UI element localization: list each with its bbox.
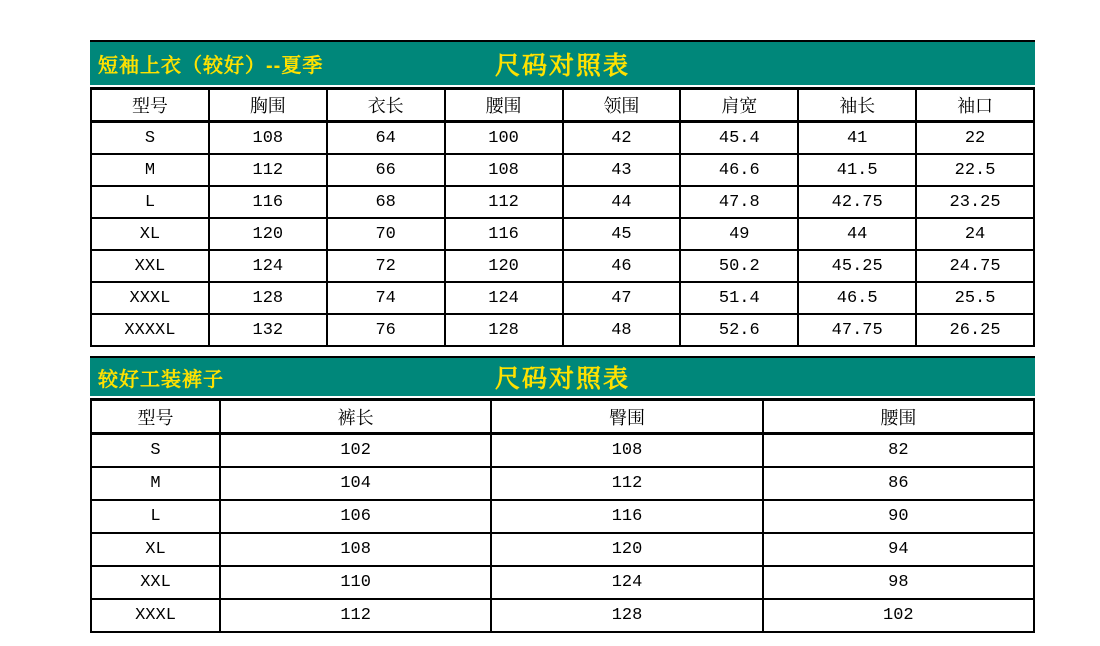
table-cell: 108 — [445, 154, 563, 186]
table-cell: 100 — [445, 122, 563, 155]
table-cell: 22.5 — [916, 154, 1034, 186]
column-header: 臀围 — [491, 400, 762, 434]
table-cell: 128 — [491, 599, 762, 632]
table-cell: 112 — [491, 467, 762, 500]
pants-size-table — [90, 398, 1035, 633]
table-cell: 74 — [327, 282, 445, 314]
column-header: 胸围 — [209, 89, 327, 122]
table-cell: 44 — [563, 186, 681, 218]
table-cell: 120 — [209, 218, 327, 250]
table-cell: 42.75 — [798, 186, 916, 218]
table-cell: 66 — [327, 154, 445, 186]
table-cell: XXXL — [91, 599, 220, 632]
column-header: 型号 — [91, 89, 209, 122]
pants-chart-title-bar — [90, 356, 1035, 396]
column-header: 型号 — [91, 400, 220, 434]
table-cell: L — [91, 186, 209, 218]
table-cell: 47 — [563, 282, 681, 314]
table-row — [91, 250, 1034, 282]
table-cell: 46.5 — [798, 282, 916, 314]
table-cell: 112 — [445, 186, 563, 218]
table-cell: 106 — [220, 500, 491, 533]
table-cell: M — [91, 154, 209, 186]
table-cell: L — [91, 500, 220, 533]
table-cell: 41.5 — [798, 154, 916, 186]
table-cell: 24 — [916, 218, 1034, 250]
table-cell: 128 — [445, 314, 563, 346]
table-cell: 50.2 — [680, 250, 798, 282]
table-cell: 120 — [445, 250, 563, 282]
table-cell: 70 — [327, 218, 445, 250]
table-cell: XXXXL — [91, 314, 209, 346]
table-cell: 124 — [491, 566, 762, 599]
table-cell: 52.6 — [680, 314, 798, 346]
column-header: 裤长 — [220, 400, 491, 434]
table-cell: 104 — [220, 467, 491, 500]
table-cell: 45.4 — [680, 122, 798, 155]
table-cell: 86 — [763, 467, 1034, 500]
table-cell: XXL — [91, 566, 220, 599]
table-cell: 116 — [445, 218, 563, 250]
table-cell: 124 — [209, 250, 327, 282]
column-header: 肩宽 — [680, 89, 798, 122]
table-cell: 68 — [327, 186, 445, 218]
table-cell: 110 — [220, 566, 491, 599]
table-cell: 64 — [327, 122, 445, 155]
table-row — [91, 533, 1034, 566]
table-cell: 108 — [220, 533, 491, 566]
table-cell: 24.75 — [916, 250, 1034, 282]
table-row — [91, 434, 1034, 468]
table-cell: 26.25 — [916, 314, 1034, 346]
column-header: 腰围 — [445, 89, 563, 122]
table-cell: 41 — [798, 122, 916, 155]
table-cell: S — [91, 434, 220, 468]
table-cell: 108 — [209, 122, 327, 155]
table-cell: 98 — [763, 566, 1034, 599]
table-row — [91, 500, 1034, 533]
table-cell: 45.25 — [798, 250, 916, 282]
shirt-size-chart-section — [90, 40, 1035, 347]
table-cell: 72 — [327, 250, 445, 282]
table-cell: XXL — [91, 250, 209, 282]
table-cell: 23.25 — [916, 186, 1034, 218]
table-cell: 43 — [563, 154, 681, 186]
shirt-chart-subtitle: 尺码对照表 — [494, 51, 630, 80]
table-cell: 42 — [563, 122, 681, 155]
table-cell: 46 — [563, 250, 681, 282]
column-header: 袖口 — [916, 89, 1034, 122]
column-header: 领围 — [563, 89, 681, 122]
table-cell: XL — [91, 218, 209, 250]
shirt-size-table — [90, 87, 1035, 347]
table-row — [91, 186, 1034, 218]
table-cell: XL — [91, 533, 220, 566]
shirt-chart-title: 短袖上衣（较好）--夏季 — [98, 55, 324, 77]
table-row — [91, 154, 1034, 186]
table-cell: 51.4 — [680, 282, 798, 314]
column-header: 腰围 — [763, 400, 1034, 434]
table-cell: XXXL — [91, 282, 209, 314]
table-cell: 90 — [763, 500, 1034, 533]
table-cell: S — [91, 122, 209, 155]
table-cell: 25.5 — [916, 282, 1034, 314]
table-cell: 44 — [798, 218, 916, 250]
table-cell: 132 — [209, 314, 327, 346]
table-row — [91, 566, 1034, 599]
pants-size-chart-section — [90, 356, 1035, 633]
table-cell: 112 — [220, 599, 491, 632]
table-cell: 47.8 — [680, 186, 798, 218]
table-cell: 108 — [491, 434, 762, 468]
shirt-chart-title-bar — [90, 40, 1035, 85]
table-cell: M — [91, 467, 220, 500]
table-cell: 49 — [680, 218, 798, 250]
table-row — [91, 218, 1034, 250]
table-row — [91, 314, 1034, 346]
table-cell: 102 — [220, 434, 491, 468]
table-cell: 102 — [763, 599, 1034, 632]
table-cell: 82 — [763, 434, 1034, 468]
table-cell: 48 — [563, 314, 681, 346]
table-cell: 116 — [491, 500, 762, 533]
table-cell: 124 — [445, 282, 563, 314]
table-row — [91, 122, 1034, 155]
table-cell: 46.6 — [680, 154, 798, 186]
table-row — [91, 467, 1034, 500]
table-cell: 22 — [916, 122, 1034, 155]
column-header: 衣长 — [327, 89, 445, 122]
table-cell: 45 — [563, 218, 681, 250]
table-cell: 112 — [209, 154, 327, 186]
header-row — [91, 89, 1034, 122]
table-cell: 47.75 — [798, 314, 916, 346]
column-header: 袖长 — [798, 89, 916, 122]
table-cell: 128 — [209, 282, 327, 314]
header-row — [91, 400, 1034, 434]
pants-chart-title: 较好工装裤子 — [98, 368, 224, 391]
table-cell: 120 — [491, 533, 762, 566]
table-cell: 116 — [209, 186, 327, 218]
pants-chart-subtitle: 尺码对照表 — [494, 365, 630, 393]
table-row — [91, 599, 1034, 632]
table-cell: 76 — [327, 314, 445, 346]
table-cell: 94 — [763, 533, 1034, 566]
table-row — [91, 282, 1034, 314]
